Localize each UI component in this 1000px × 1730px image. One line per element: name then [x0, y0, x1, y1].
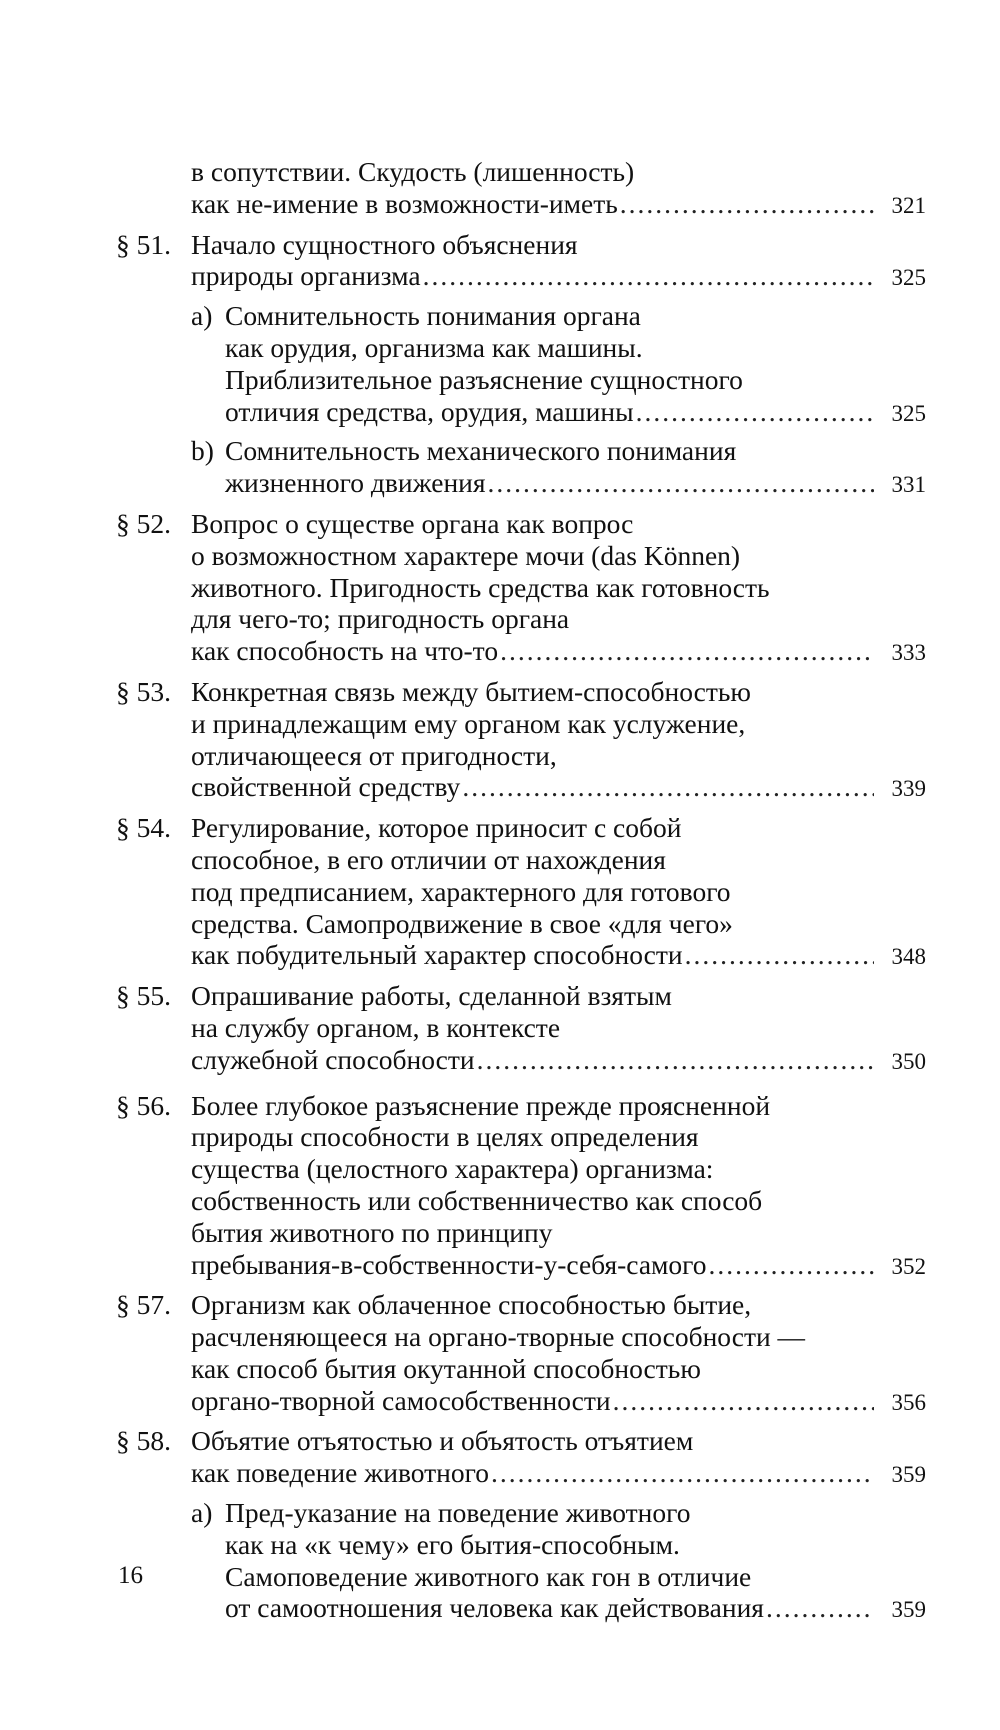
toc-page-number[interactable]: 325 [891, 400, 926, 426]
toc-line [116, 1289, 926, 1321]
toc-line [116, 708, 926, 740]
toc-line [116, 572, 926, 604]
toc-last-line [116, 1249, 926, 1283]
toc-section[interactable] [116, 229, 926, 295]
toc-line-text: как способ бытия окутанной способностью [191, 1352, 701, 1384]
toc-line [116, 812, 926, 844]
toc-line [116, 844, 926, 876]
dot-leader [620, 188, 874, 220]
toc-line-text: свойственной средству [191, 771, 461, 803]
toc-line [116, 1497, 926, 1529]
toc-last-line [116, 1592, 926, 1626]
section-number: § 52. [116, 507, 171, 539]
toc-section[interactable] [116, 676, 926, 805]
toc-line [116, 876, 926, 908]
toc-line-text: как на «к чему» его бытия-способным. [225, 1528, 680, 1560]
toc-continuation[interactable] [116, 156, 926, 222]
toc-line [116, 1153, 926, 1185]
toc-line [116, 156, 926, 188]
toc-line-text: Вопрос о существе органа как вопрос [191, 507, 634, 539]
section-number: § 53. [116, 675, 171, 707]
subsection-letter: a) [191, 1497, 213, 1529]
toc-line-text: бытия животного по принципу [191, 1216, 553, 1248]
toc-page-number[interactable]: 352 [891, 1253, 926, 1279]
toc-line-text: как поведение животного [191, 1457, 489, 1489]
toc-page-number[interactable]: 339 [891, 776, 926, 802]
table-of-contents [116, 156, 926, 1626]
toc-line-text: в сопутствии. Скудость (лишенность) [191, 156, 635, 187]
toc-line [116, 1561, 926, 1593]
toc-line [116, 364, 926, 396]
toc-line [116, 1353, 926, 1385]
toc-line-text: природы способности в целях определения [191, 1121, 699, 1153]
subsection-letter: a) [191, 300, 213, 332]
toc-last-line [116, 260, 926, 294]
toc-page-number[interactable]: 359 [891, 1462, 926, 1488]
toc-line-text: средства. Самопродвижение в свое «для чего» [191, 907, 733, 939]
toc-line-text: Опрашивание работы, сделанной взятым [191, 980, 672, 1012]
section-number: § 56. [116, 1089, 171, 1121]
toc-page-number[interactable]: 350 [891, 1048, 926, 1074]
dot-leader [636, 396, 874, 428]
toc-line-text: как орудия, организма как машины. [225, 331, 643, 363]
toc-line-text: Более глубокое разъяснение прежде проясненной [191, 1089, 771, 1121]
toc-section[interactable] [116, 1090, 926, 1283]
toc-line-text: о возможностном характере мочи (das Können) [191, 539, 741, 571]
toc-line-text: пребывания-в-собственности-у-себя-самого [191, 1248, 707, 1280]
toc-line-text: способное, в его отличии от нахождения [191, 843, 666, 875]
dot-leader [685, 939, 874, 971]
toc-line [116, 540, 926, 572]
toc-line [116, 980, 926, 1012]
toc-line-text: расчленяющееся на органо-творные способности — [191, 1321, 806, 1353]
toc-section[interactable] [116, 508, 926, 669]
toc-section[interactable] [116, 980, 926, 1077]
toc-line-text: Объятие отъятостью и объятость отъятием [191, 1425, 694, 1457]
toc-line [116, 1217, 926, 1249]
toc-line-text: Самоповедение животного как гон в отличие [225, 1560, 752, 1592]
toc-line-text: собственность или собственничество как способ [191, 1184, 763, 1216]
dot-leader [491, 1457, 874, 1489]
dot-leader [423, 260, 874, 292]
section-number: § 54. [116, 812, 171, 844]
toc-page-number[interactable]: 325 [891, 265, 926, 291]
toc-subentry[interactable] [116, 435, 926, 501]
toc-section[interactable] [116, 812, 926, 973]
toc-line-text: отличия средства, орудия, машины [225, 395, 634, 427]
toc-page-number[interactable]: 348 [891, 944, 926, 970]
toc-last-line [116, 635, 926, 669]
toc-line [116, 300, 926, 332]
toc-line [116, 508, 926, 540]
section-number: § 55. [116, 980, 171, 1012]
toc-line [116, 908, 926, 940]
toc-line-text: и принадлежащим ему органом как услужение, [191, 707, 746, 739]
toc-line-text: под предписанием, характерного для готового [191, 875, 731, 907]
toc-line-text: существа (целостного характера) организма: [191, 1153, 714, 1185]
toc-last-line [116, 771, 926, 805]
toc-line-text: служебной способности [191, 1043, 475, 1075]
toc-line-text: животного. Пригодность средства как готовность [191, 571, 770, 603]
dot-leader [766, 1592, 874, 1624]
toc-line-text: природы организма [191, 260, 421, 292]
toc-line-text: Приблизительное разъяснение сущностного [225, 363, 743, 395]
toc-line-text: как побудительный характер способности [191, 939, 683, 971]
toc-line [116, 1529, 926, 1561]
toc-last-line [116, 188, 926, 222]
dot-leader [462, 771, 874, 803]
toc-line-text: для чего-то; пригодность органа [191, 603, 570, 635]
toc-page-number[interactable]: 321 [891, 192, 926, 218]
toc-line-text: Сомнительность механического понимания [225, 435, 737, 467]
toc-line-text: Сомнительность понимания органа [225, 300, 641, 332]
toc-last-line [116, 1385, 926, 1419]
toc-line [116, 229, 926, 261]
toc-line-text: на службу органом, в контексте [191, 1011, 561, 1043]
toc-last-line [116, 467, 926, 501]
toc-line [116, 676, 926, 708]
page-number: 16 [118, 1562, 143, 1589]
toc-line-text: Конкретная связь между бытием-способностью [191, 675, 751, 707]
toc-subentry[interactable] [116, 300, 926, 429]
dot-leader [500, 635, 874, 667]
toc-last-line [116, 939, 926, 973]
toc-section[interactable] [116, 1289, 926, 1418]
toc-line [116, 740, 926, 772]
toc-line [116, 1185, 926, 1217]
toc-line-text: отличающееся от пригодности, [191, 739, 557, 771]
dot-leader [488, 467, 874, 499]
subsection-letter: b) [191, 435, 214, 467]
toc-line-text: как способность на что-то [191, 635, 499, 667]
dot-leader [477, 1044, 874, 1076]
toc-line [116, 1121, 926, 1153]
toc-line-text: Организм как облаченное способностью бытие, [191, 1289, 752, 1321]
toc-line [116, 1090, 926, 1122]
toc-line-text: от самоотношения человека как действования [225, 1592, 764, 1624]
toc-line [116, 1321, 926, 1353]
toc-last-line [116, 1044, 926, 1078]
toc-line [116, 603, 926, 635]
toc-last-line [116, 1457, 926, 1491]
toc-line [116, 1425, 926, 1457]
toc-last-line [116, 396, 926, 430]
toc-line-text: как не-имение в возможности-иметь [191, 187, 618, 219]
dot-leader [613, 1385, 874, 1417]
toc-line [116, 435, 926, 467]
toc-line-text: жизненного движения [225, 467, 486, 499]
toc-page-number[interactable]: 356 [891, 1389, 926, 1415]
toc-page-number[interactable]: 333 [891, 640, 926, 666]
toc-section[interactable] [116, 1425, 926, 1491]
toc-subentry[interactable] [116, 1497, 926, 1626]
section-number: § 58. [116, 1425, 171, 1457]
toc-line-text: Пред-указание на поведение животного [225, 1497, 691, 1529]
toc-line [116, 1012, 926, 1044]
section-number: § 57. [116, 1289, 171, 1321]
toc-page-number[interactable]: 359 [891, 1597, 926, 1623]
toc-line-text: Начало сущностного объяснения [191, 228, 578, 260]
toc-page-number[interactable]: 331 [891, 472, 926, 498]
section-number: § 51. [116, 228, 171, 260]
toc-line-text: Регулирование, которое приносит с собой [191, 812, 682, 844]
toc-line [116, 332, 926, 364]
toc-line-text: органо-творной самособственности [191, 1384, 611, 1416]
dot-leader [709, 1249, 874, 1281]
